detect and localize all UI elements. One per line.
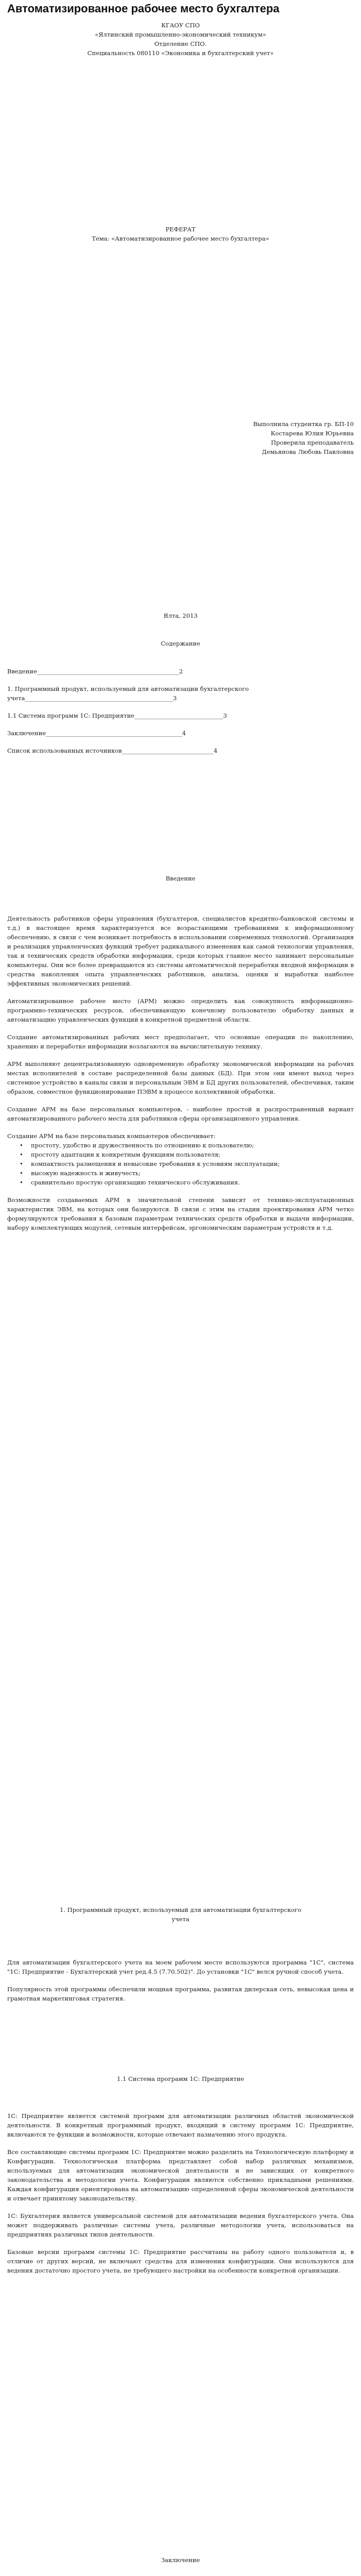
organization: КГАОУ СПО xyxy=(161,22,200,29)
paragraph: Возможности создаваемых АРМ в значительной степени зависят от технико-эксплуатационных характеристик ЭВМ, на которых они базируются. В связи с этим на стадии проектирования АРМ четко формулируются требования к базовым параметрам технических средств обработки и выдачи информации, набору комплектующих модулей, сетевым интерфейсам, эргономическим параметрам устройств и т.д. xyxy=(7,1196,354,1231)
paragraph: Популярность этой программы обеспечили мощная программа, развитая дилерская сеть, невысокая цена и грамотная маркетинговая стратегия. xyxy=(7,1986,354,2002)
toc-item: Введение________________________________________________2 xyxy=(7,668,183,675)
list-item: • компактность размещения и невысокие требования к условиям эксплуатации; xyxy=(31,1159,354,1168)
toc-heading: Содержание xyxy=(161,640,200,647)
toc-item: 1. Программный продукт, используемый для автоматизации бухгалтерского учета__________________________________________________3 xyxy=(7,685,249,702)
paragraph: 1С: Предприятие является системой программ для автоматизации различных областей экономической деятельности. В конкретный программный продукт, входящий в систему программ 1С: Предприятие, включаются те функции и возможности, которые отвечают назначению этого продукта. xyxy=(7,2112,354,2138)
teacher-name: Демьянова Любовь Павловна xyxy=(262,448,354,455)
toc-item: Заключение______________________________________________4 xyxy=(7,730,186,737)
author-name: Костарева Юлия Юрьевна xyxy=(270,430,354,437)
list-item: • сравнительно простую организацию технического обслуживания. xyxy=(31,1178,354,1187)
paragraph: Все составляющие системы программ 1С: Предприятие можно разделить на Технологическую платформу и Конфигурации. Технологическая платформа представляет собой набор различных механизмов, используемых для автоматизации экономической деятельности и не зависящих от конкретного законодательства и методологии учета. Конфигурации являются собственно прикладными решениями. Каждая конфигурация ориентирована на автоматизацию определенной сферы экономической деятельности и отвечает принятому законодательству. xyxy=(7,2148,354,2202)
section-1-1-body xyxy=(7,2111,354,2275)
paragraph: АРМ выполняют децентрализованную одновременную обработку экономической информации на рабочих местах исполнителей в составе распределенной базы данных (БД). При этом они имеют выход через системное устройство в каналы связи и персональным ЭВМ и БД других пользователей, обеспечивая, таким образом, совместное функционирование ПЭВМ в процессе коллективной обработки. xyxy=(7,1060,354,1095)
conclusion-heading: Заключение xyxy=(161,2556,200,2564)
paragraph: Автоматизированное рабочее место (АРМ) можно определить как совокупность информационно-программно-технических ресурсов, обеспечивающую конечному пользователю обработку данных и автоматизацию управленческих функций в конкретной предметной области. xyxy=(7,997,354,1023)
list-item: • простоту адаптации к конкретным функциям пользователя; xyxy=(31,1150,354,1159)
paragraph: Для автоматизации бухгалтерского учета на моем рабочем месте используются программа "1С", система "1С: Предприятие - Бухгалтерский учет ред.4.5 (7.70.502)". До установки "1С" велся ручной способ учета. xyxy=(7,1959,354,1975)
paragraph: Создание АРМ на базе персональных компьютеров, - наиболее простой и распространенный вариант автоматизированного рабочего места для работников сферы организационного управления. xyxy=(7,1106,354,1122)
toc-item: 1.1 Система программ 1С: Предприятие______________________________3 xyxy=(7,712,227,719)
department: Отделение СПО. xyxy=(154,40,207,47)
checked-by: Проверила преподаватель xyxy=(271,439,354,446)
document-title: Автоматизированное рабочее место бухгалтера xyxy=(7,2,280,15)
paragraph: 1С: Бухгалтерия является универсальной системой для автоматизации ведения бухгалтерского учета. Она может поддерживать различные системы учета, различные методологии учета, использоваться на предприятиях различных типов деятельности. xyxy=(7,2212,354,2238)
list-item: • высокую надежность и живучесть; xyxy=(31,1168,354,1178)
author-line: Выполнила студентка гр. БП-10 xyxy=(253,420,354,428)
list-item: • простоту, удобство и дружественность по отношению к пользователю; xyxy=(31,1141,354,1150)
toc-item: Список использованных источников_______________________________4 xyxy=(7,747,218,754)
college-name: «Ялтинский промышленно-экономический техникум» xyxy=(95,31,266,38)
section-1-body xyxy=(7,1958,354,2003)
advantages-list xyxy=(7,1141,354,1187)
intro-heading: Введение xyxy=(165,875,196,882)
section-1-1-heading: 1.1 Система программ 1С: Предприятие xyxy=(117,2075,244,2082)
topic: Тема: «Автоматизированное рабочее место бухгалтера» xyxy=(92,235,269,242)
paragraph: Создание автоматизированных рабочих мест предполагает, что основные операции по накоплению, хранению и переработке информации возлагаются на вычислительную технику. xyxy=(7,1033,354,1050)
paragraph: Создание АРМ на базе персональных компьютеров обеспечивает: xyxy=(7,1132,216,1140)
table-of-contents xyxy=(7,667,354,755)
section-1-heading: 1. Программный продукт, используемый для автоматизации бухгалтерского учета xyxy=(59,1906,302,1923)
specialty: Специальность 080110 «Экономика и бухгалтерский учет» xyxy=(87,49,274,57)
doc-type: РЕФЕРАТ xyxy=(165,226,196,233)
city-year: Ялта, 2013 xyxy=(163,612,198,619)
intro-body xyxy=(7,914,354,1232)
paragraph: Базовые версии программ системы 1С: Предприятие рассчитаны на работу одного пользователя и, в отличие от других версий, не включают средства для изменения конфигурации. Они используются для ведения достаточно простого учета, не требующего настройки на особенности конкретной организации. xyxy=(7,2248,354,2274)
paragraph: Деятельность работников сферы управления (бухгалтеров, специалистов кредитно-банковской системы и т.д.) в настоящее время характеризуется все возрастающими требованиями к информационному обеспечению, в связи с чем возникает потребность в использовании современных технологий. Организация и реализация управленческих функций требует радикального изменения как самой технологии управления, так и технических средств обработки информации, среди которых главное место занимают персональные компьютеры. Они все более превращаются из системы автоматической переработки входной информации в средства накопления опыта управленческих работников, анализа, оценки и выработки наиболее эффективных экономических решений. xyxy=(7,915,354,987)
